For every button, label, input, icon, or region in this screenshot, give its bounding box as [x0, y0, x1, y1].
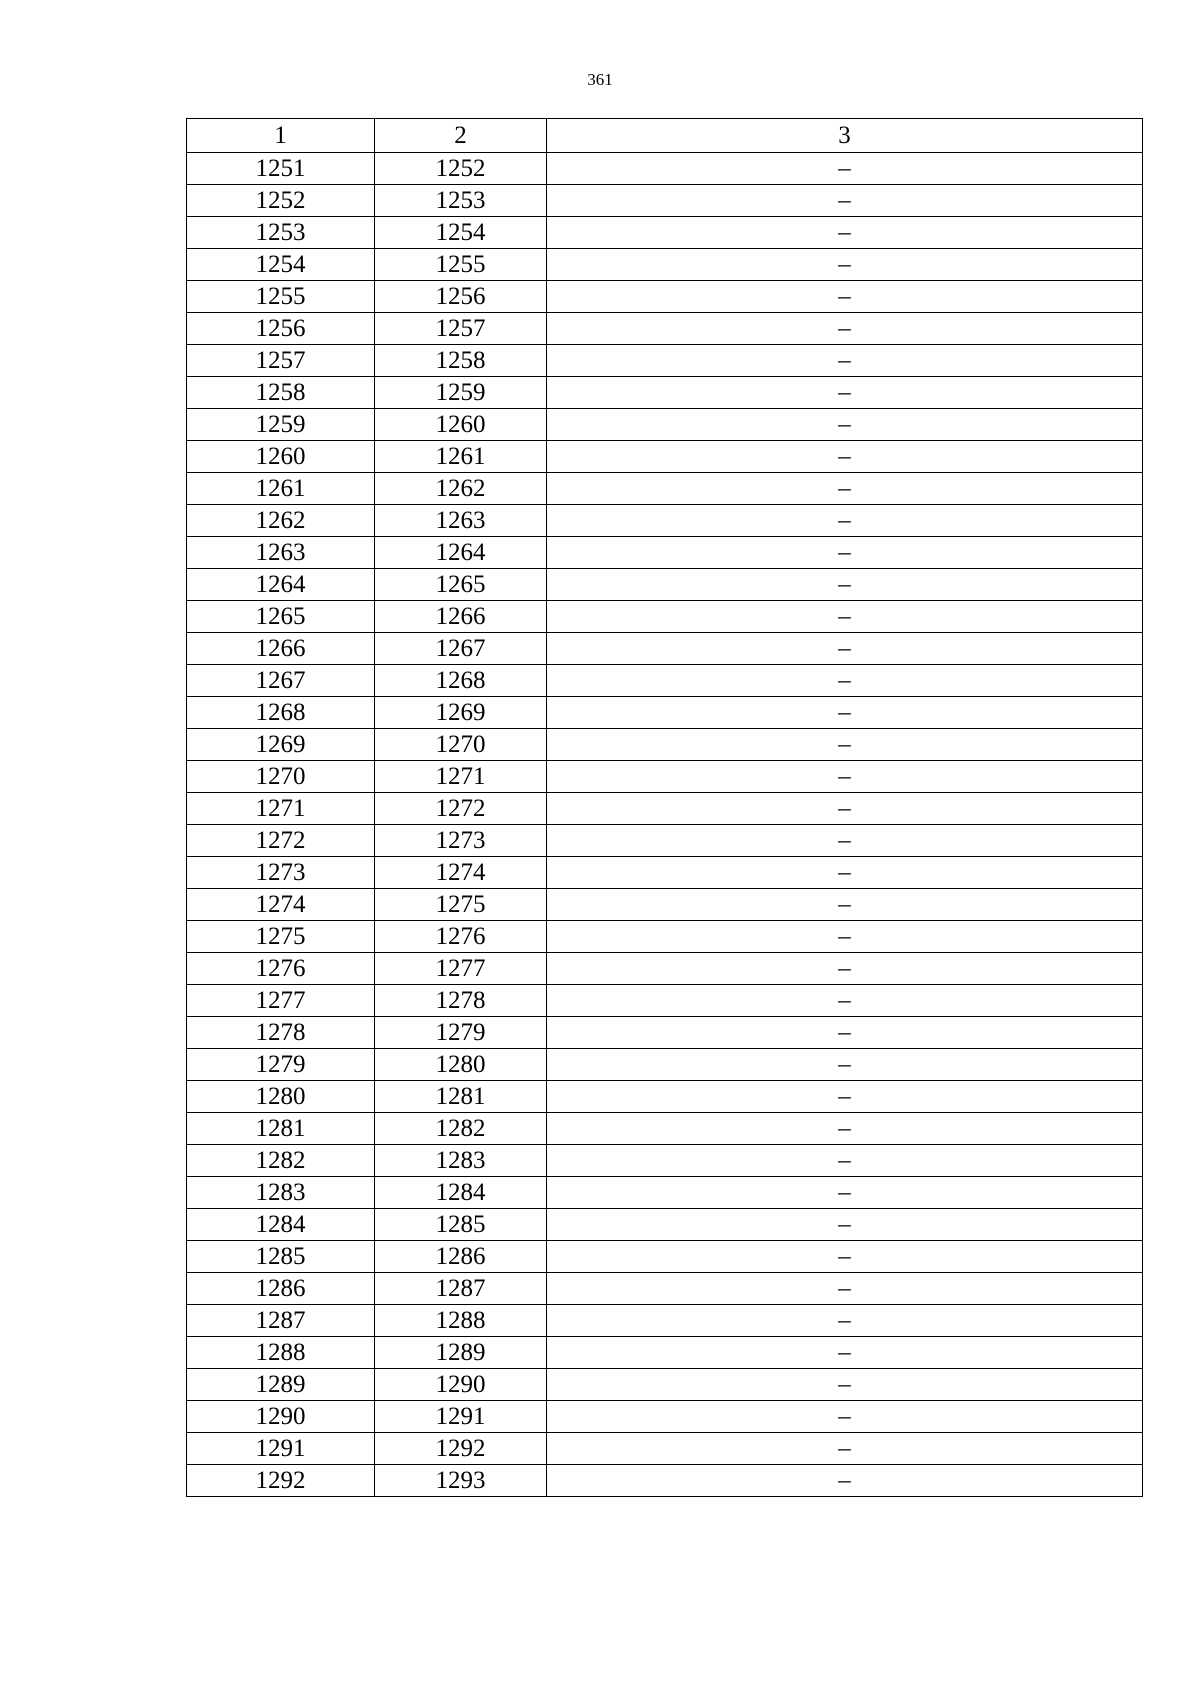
- table-row: [187, 249, 1143, 281]
- table-cell-col-1: 1259: [187, 409, 375, 441]
- table-row: [187, 537, 1143, 569]
- table-row: [187, 953, 1143, 985]
- table-cell-col-1: 1278: [187, 1017, 375, 1049]
- table-cell-col-2: 1258: [375, 345, 547, 377]
- table-row: [187, 601, 1143, 633]
- table-row: [187, 729, 1143, 761]
- table-cell-col-2: 1286: [375, 1241, 547, 1273]
- table-cell-col-3: –: [547, 793, 1143, 825]
- table-cell-col-1: 1251: [187, 153, 375, 185]
- table-cell-col-3: –: [547, 441, 1143, 473]
- table-cell-col-2: 1256: [375, 281, 547, 313]
- table-cell-col-2: 1278: [375, 985, 547, 1017]
- table-cell-col-2: 1288: [375, 1305, 547, 1337]
- table-cell-col-1: 1269: [187, 729, 375, 761]
- table-cell-col-1: 1273: [187, 857, 375, 889]
- table-row: [187, 441, 1143, 473]
- column-header-1: 1: [187, 119, 375, 153]
- table-cell-col-3: –: [547, 761, 1143, 793]
- table-cell-col-2: 1260: [375, 409, 547, 441]
- table-row: [187, 569, 1143, 601]
- table-cell-col-1: 1281: [187, 1113, 375, 1145]
- table-cell-col-1: 1277: [187, 985, 375, 1017]
- table-cell-col-3: –: [547, 953, 1143, 985]
- table-cell-col-3: –: [547, 537, 1143, 569]
- table-cell-col-3: –: [547, 1305, 1143, 1337]
- table-row: [187, 633, 1143, 665]
- table-row: [187, 1177, 1143, 1209]
- table-cell-col-1: 1272: [187, 825, 375, 857]
- table-cell-col-3: –: [547, 1113, 1143, 1145]
- table-row: [187, 313, 1143, 345]
- table-row: [187, 505, 1143, 537]
- table-cell-col-3: –: [547, 1273, 1143, 1305]
- table-cell-col-3: –: [547, 665, 1143, 697]
- table-cell-col-3: –: [547, 505, 1143, 537]
- table-cell-col-1: 1292: [187, 1465, 375, 1497]
- table-cell-col-3: –: [547, 569, 1143, 601]
- table-cell-col-2: 1261: [375, 441, 547, 473]
- table-cell-col-1: 1285: [187, 1241, 375, 1273]
- table-cell-col-2: 1267: [375, 633, 547, 665]
- table-cell-col-2: 1293: [375, 1465, 547, 1497]
- table-cell-col-2: 1287: [375, 1273, 547, 1305]
- table-cell-col-3: –: [547, 825, 1143, 857]
- table-cell-col-3: –: [547, 345, 1143, 377]
- table-cell-col-3: –: [547, 1017, 1143, 1049]
- page-number: 361: [587, 70, 613, 89]
- table-cell-col-2: 1270: [375, 729, 547, 761]
- table-cell-col-1: 1264: [187, 569, 375, 601]
- table-row: [187, 1369, 1143, 1401]
- table-cell-col-2: 1253: [375, 185, 547, 217]
- table-row: [187, 1049, 1143, 1081]
- table-cell-col-1: 1265: [187, 601, 375, 633]
- table-cell-col-2: 1282: [375, 1113, 547, 1145]
- table-cell-col-2: 1284: [375, 1177, 547, 1209]
- table-cell-col-3: –: [547, 409, 1143, 441]
- table-row: [187, 697, 1143, 729]
- table-cell-col-3: –: [547, 473, 1143, 505]
- table-cell-col-2: 1262: [375, 473, 547, 505]
- table-cell-col-1: 1261: [187, 473, 375, 505]
- table-cell-col-2: 1269: [375, 697, 547, 729]
- table-row: [187, 409, 1143, 441]
- table-cell-col-1: 1271: [187, 793, 375, 825]
- table-cell-col-2: 1280: [375, 1049, 547, 1081]
- table-cell-col-2: 1290: [375, 1369, 547, 1401]
- table-row: [187, 345, 1143, 377]
- table-cell-col-3: –: [547, 185, 1143, 217]
- table-cell-col-2: 1273: [375, 825, 547, 857]
- table-row: [187, 1465, 1143, 1497]
- table-cell-col-2: 1283: [375, 1145, 547, 1177]
- table-cell-col-3: –: [547, 985, 1143, 1017]
- table-cell-col-3: –: [547, 857, 1143, 889]
- table-cell-col-1: 1287: [187, 1305, 375, 1337]
- table-row: [187, 217, 1143, 249]
- table-cell-col-3: –: [547, 217, 1143, 249]
- table-row: [187, 473, 1143, 505]
- table-row: [187, 1273, 1143, 1305]
- table-row: [187, 825, 1143, 857]
- table-cell-col-1: 1267: [187, 665, 375, 697]
- table-cell-col-3: –: [547, 153, 1143, 185]
- table-row: [187, 1209, 1143, 1241]
- table-row: [187, 985, 1143, 1017]
- table-cell-col-2: 1292: [375, 1433, 547, 1465]
- table-row: [187, 857, 1143, 889]
- table-cell-col-1: 1279: [187, 1049, 375, 1081]
- table-row: [187, 889, 1143, 921]
- table-cell-col-2: 1271: [375, 761, 547, 793]
- table-cell-col-2: 1259: [375, 377, 547, 409]
- table-cell-col-2: 1291: [375, 1401, 547, 1433]
- table-cell-col-1: 1275: [187, 921, 375, 953]
- table-cell-col-1: 1291: [187, 1433, 375, 1465]
- table-cell-col-3: –: [547, 1081, 1143, 1113]
- table-body: [187, 119, 1143, 1497]
- table-cell-col-3: –: [547, 1049, 1143, 1081]
- table-cell-col-1: 1286: [187, 1273, 375, 1305]
- table-cell-col-3: –: [547, 921, 1143, 953]
- table-cell-col-3: –: [547, 697, 1143, 729]
- table-cell-col-2: 1268: [375, 665, 547, 697]
- table-row: [187, 1113, 1143, 1145]
- table-row: [187, 1145, 1143, 1177]
- column-header-3: 3: [547, 119, 1143, 153]
- table-cell-col-2: 1252: [375, 153, 547, 185]
- table-row: [187, 281, 1143, 313]
- table-cell-col-3: –: [547, 249, 1143, 281]
- table-header-row: [187, 119, 1143, 153]
- table-cell-col-2: 1255: [375, 249, 547, 281]
- table-cell-col-3: –: [547, 1177, 1143, 1209]
- table-row: [187, 1337, 1143, 1369]
- table-cell-col-3: –: [547, 1209, 1143, 1241]
- table-cell-col-2: 1289: [375, 1337, 547, 1369]
- table-cell-col-1: 1260: [187, 441, 375, 473]
- table-cell-col-1: 1270: [187, 761, 375, 793]
- table-cell-col-1: 1252: [187, 185, 375, 217]
- table-cell-col-2: 1281: [375, 1081, 547, 1113]
- table-cell-col-1: 1280: [187, 1081, 375, 1113]
- table-cell-col-1: 1282: [187, 1145, 375, 1177]
- table-cell-col-2: 1254: [375, 217, 547, 249]
- table-cell-col-2: 1272: [375, 793, 547, 825]
- table-row: [187, 1241, 1143, 1273]
- table-cell-col-3: –: [547, 1369, 1143, 1401]
- table-cell-col-1: 1290: [187, 1401, 375, 1433]
- table-cell-col-2: 1263: [375, 505, 547, 537]
- table-cell-col-1: 1257: [187, 345, 375, 377]
- table-cell-col-1: 1276: [187, 953, 375, 985]
- data-table: [186, 118, 1143, 1497]
- table-row: [187, 153, 1143, 185]
- table-cell-col-2: 1266: [375, 601, 547, 633]
- table-cell-col-3: –: [547, 1401, 1143, 1433]
- table-row: [187, 1433, 1143, 1465]
- table-cell-col-1: 1288: [187, 1337, 375, 1369]
- table-cell-col-3: –: [547, 377, 1143, 409]
- table-cell-col-1: 1258: [187, 377, 375, 409]
- table-cell-col-2: 1275: [375, 889, 547, 921]
- table-cell-col-3: –: [547, 1465, 1143, 1497]
- table-row: [187, 921, 1143, 953]
- table-cell-col-3: –: [547, 601, 1143, 633]
- table-row: [187, 793, 1143, 825]
- table-cell-col-3: –: [547, 1241, 1143, 1273]
- table-cell-col-2: 1285: [375, 1209, 547, 1241]
- table-cell-col-3: –: [547, 1145, 1143, 1177]
- table-cell-col-2: 1274: [375, 857, 547, 889]
- table-cell-col-1: 1274: [187, 889, 375, 921]
- column-header-2: 2: [375, 119, 547, 153]
- table-row: [187, 761, 1143, 793]
- table-cell-col-2: 1265: [375, 569, 547, 601]
- table-cell-col-3: –: [547, 889, 1143, 921]
- table-cell-col-2: 1264: [375, 537, 547, 569]
- table-cell-col-2: 1279: [375, 1017, 547, 1049]
- table-cell-col-1: 1262: [187, 505, 375, 537]
- table-cell-col-2: 1276: [375, 921, 547, 953]
- table-cell-col-1: 1268: [187, 697, 375, 729]
- table-cell-col-2: 1257: [375, 313, 547, 345]
- table-cell-col-3: –: [547, 1433, 1143, 1465]
- table-cell-col-1: 1284: [187, 1209, 375, 1241]
- table-row: [187, 185, 1143, 217]
- table-cell-col-1: 1253: [187, 217, 375, 249]
- table-cell-col-1: 1283: [187, 1177, 375, 1209]
- table-row: [187, 1305, 1143, 1337]
- table-cell-col-1: 1254: [187, 249, 375, 281]
- table-row: [187, 1081, 1143, 1113]
- table-cell-col-3: –: [547, 281, 1143, 313]
- table-cell-col-1: 1256: [187, 313, 375, 345]
- table-cell-col-2: 1277: [375, 953, 547, 985]
- table-cell-col-1: 1266: [187, 633, 375, 665]
- table-cell-col-3: –: [547, 633, 1143, 665]
- table-cell-col-1: 1263: [187, 537, 375, 569]
- table-cell-col-3: –: [547, 313, 1143, 345]
- table-row: [187, 665, 1143, 697]
- table-row: [187, 1017, 1143, 1049]
- table-cell-col-3: –: [547, 729, 1143, 761]
- table-row: [187, 1401, 1143, 1433]
- table-cell-col-3: –: [547, 1337, 1143, 1369]
- table-cell-col-1: 1289: [187, 1369, 375, 1401]
- table-cell-col-1: 1255: [187, 281, 375, 313]
- table-row: [187, 377, 1143, 409]
